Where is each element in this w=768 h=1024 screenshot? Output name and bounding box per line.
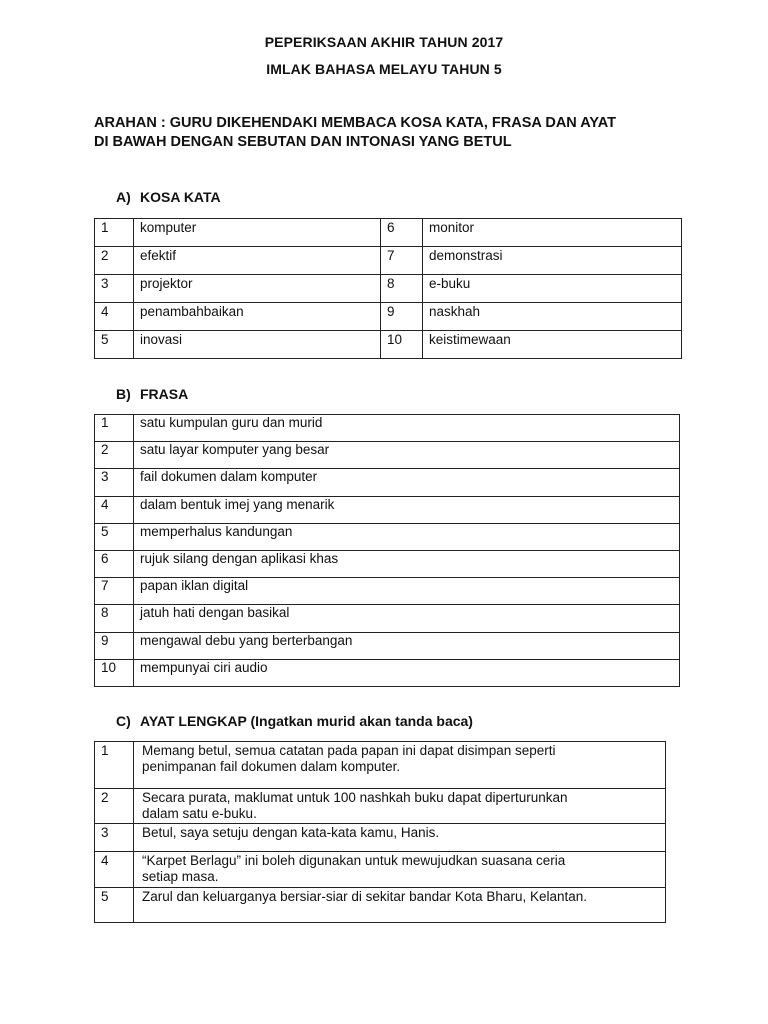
- phrase-table: [94, 414, 680, 687]
- instruction-line-2: DI BAWAH DENGAN SEBUTAN DAN INTONASI YANG BETUL: [94, 134, 512, 150]
- word-cell: komputer: [134, 219, 381, 247]
- phrase-number: 7: [95, 578, 134, 605]
- sentence-number: 4: [95, 852, 134, 888]
- sentence-number: 1: [95, 742, 134, 789]
- word-cell: projektor: [134, 275, 381, 303]
- sentence-line: Memang betul, semua catatan pada papan ini dapat disimpan seperti: [142, 743, 556, 758]
- table-row: [95, 632, 680, 659]
- phrase-number: 1: [95, 415, 134, 442]
- phrase-number: 3: [95, 469, 134, 496]
- phrase-number: 2: [95, 442, 134, 469]
- word-cell: naskhah: [423, 303, 682, 331]
- sentence-cell: [134, 824, 666, 852]
- table-row: [95, 550, 680, 577]
- word-number: 10: [381, 331, 423, 359]
- sentence-line: “Karpet Berlagu” ini boleh digunakan untuk mewujudkan suasana ceria: [142, 853, 566, 868]
- section-a-title: KOSA KATA: [140, 189, 221, 205]
- phrase-cell: rujuk silang dengan aplikasi khas: [134, 550, 680, 577]
- word-number: 6: [381, 219, 423, 247]
- table-row: [95, 659, 680, 686]
- phrase-number: 9: [95, 632, 134, 659]
- sentence-cell: [134, 852, 666, 888]
- phrase-cell: memperhalus kandungan: [134, 523, 680, 550]
- phrase-cell: mengawal debu yang berterbangan: [134, 632, 680, 659]
- instruction-block: [94, 114, 694, 152]
- phrase-cell: fail dokumen dalam komputer: [134, 469, 680, 496]
- table-row: [95, 469, 680, 496]
- phrase-cell: mempunyai ciri audio: [134, 659, 680, 686]
- table-row: [95, 578, 680, 605]
- sentence-line: setiap masa.: [142, 869, 219, 884]
- section-b-heading: [116, 386, 188, 402]
- word-number: 7: [381, 247, 423, 275]
- word-cell: efektif: [134, 247, 381, 275]
- word-cell: keistimewaan: [423, 331, 682, 359]
- table-row: [95, 247, 682, 275]
- section-c-heading: [116, 713, 473, 729]
- sentence-table: [94, 741, 666, 923]
- word-cell: e-buku: [423, 275, 682, 303]
- table-row: [95, 605, 680, 632]
- table-row: [95, 303, 682, 331]
- table-row: [95, 888, 666, 923]
- sentence-cell: [134, 888, 666, 923]
- word-cell: monitor: [423, 219, 682, 247]
- sentence-cell: [134, 742, 666, 789]
- table-row: [95, 442, 680, 469]
- phrase-number: 5: [95, 523, 134, 550]
- exam-title: PEPERIKSAAN AKHIR TAHUN 2017: [264, 34, 504, 50]
- word-number: 3: [95, 275, 134, 303]
- sentence-line: penimpanan fail dokumen dalam komputer.: [142, 759, 401, 774]
- word-number: 5: [95, 331, 134, 359]
- section-b-title: FRASA: [140, 386, 189, 402]
- word-cell: penambahbaikan: [134, 303, 381, 331]
- table-row: [95, 275, 682, 303]
- sentence-cell: [134, 789, 666, 824]
- section-a-heading: [116, 189, 221, 205]
- sentence-number: 3: [95, 824, 134, 852]
- exam-subtitle: IMLAK BAHASA MELAYU TAHUN 5: [266, 61, 502, 77]
- table-row: [95, 331, 682, 359]
- sentence-line: Secara purata, maklumat untuk 100 nashkah buku dapat diperturunkan: [142, 790, 568, 805]
- table-row: [95, 852, 666, 888]
- sentence-line: Zarul dan keluarganya bersiar-siar di sekitar bandar Kota Bharu, Kelantan.: [142, 889, 587, 904]
- phrase-number: 4: [95, 496, 134, 523]
- vocabulary-table: [94, 218, 682, 359]
- instruction-line-1: ARAHAN : GURU DIKEHENDAKI MEMBACA KOSA KATA, FRASA DAN AYAT: [94, 115, 616, 131]
- word-cell: inovasi: [134, 331, 381, 359]
- section-a-letter: A): [116, 189, 131, 205]
- phrase-cell: satu kumpulan guru dan murid: [134, 415, 680, 442]
- sentence-line: Betul, saya setuju dengan kata-kata kamu, Hanis.: [142, 825, 440, 840]
- section-b-letter: B): [116, 386, 131, 402]
- sentence-line: dalam satu e-buku.: [142, 806, 257, 821]
- table-row: [95, 415, 680, 442]
- word-number: 2: [95, 247, 134, 275]
- sentence-number: 2: [95, 789, 134, 824]
- section-c-title: AYAT LENGKAP (Ingatkan murid akan tanda baca): [140, 713, 473, 729]
- table-row: [95, 523, 680, 550]
- word-number: 8: [381, 275, 423, 303]
- word-number: 4: [95, 303, 134, 331]
- phrase-number: 8: [95, 605, 134, 632]
- section-c-letter: C): [116, 713, 131, 729]
- table-row: [95, 219, 682, 247]
- table-row: [95, 789, 666, 824]
- word-cell: demonstrasi: [423, 247, 682, 275]
- table-row: [95, 496, 680, 523]
- sentence-number: 5: [95, 888, 134, 923]
- word-number: 1: [95, 219, 134, 247]
- table-row: [95, 742, 666, 789]
- phrase-cell: dalam bentuk imej yang menarik: [134, 496, 680, 523]
- phrase-number: 6: [95, 550, 134, 577]
- phrase-number: 10: [95, 659, 134, 686]
- phrase-cell: papan iklan digital: [134, 578, 680, 605]
- table-row: [95, 824, 666, 852]
- phrase-cell: satu layar komputer yang besar: [134, 442, 680, 469]
- word-number: 9: [381, 303, 423, 331]
- phrase-cell: jatuh hati dengan basikal: [134, 605, 680, 632]
